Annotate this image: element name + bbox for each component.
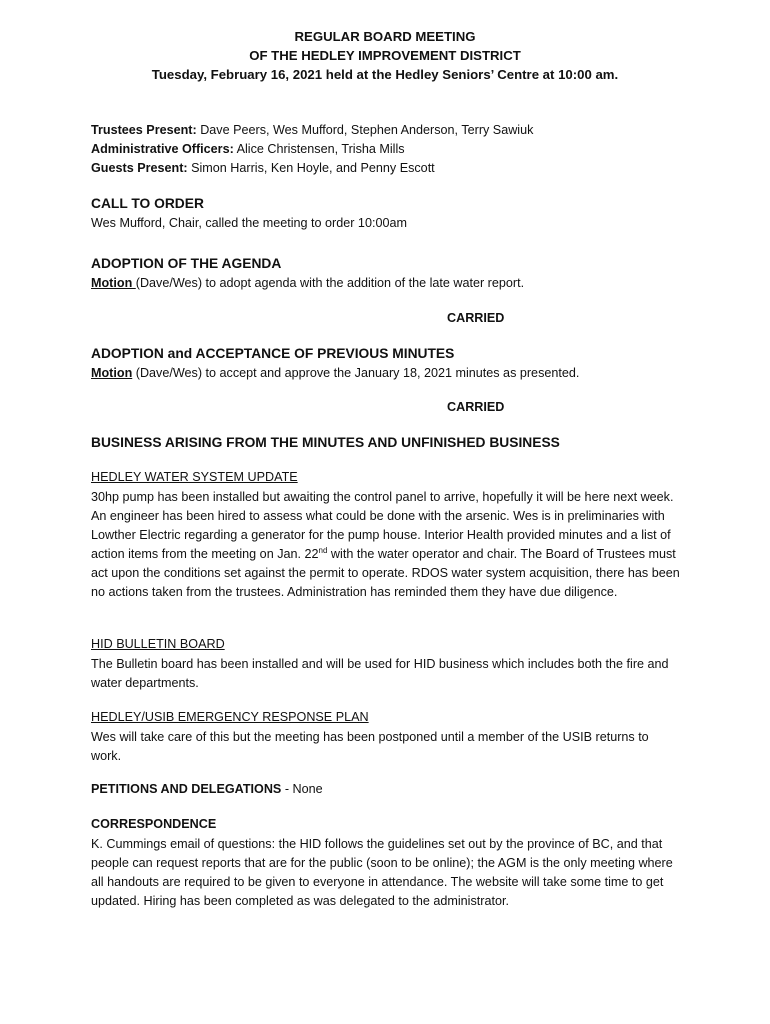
minutes-heading: ADOPTION and ACCEPTANCE OF PREVIOUS MINUTES (91, 346, 455, 361)
trustees-present (91, 123, 533, 137)
petitions-label: PETITIONS AND DELEGATIONS (91, 782, 282, 796)
water-text-part-2: with the water operator and chair. The Board of Trustees must act upon the conditions set against the permit to operate. RDOS water system acquisition, there has been no actions taken from the trustees. Administration has reminded them they have due diligence. (91, 547, 680, 599)
officers-label: Administrative Officers: (91, 142, 234, 156)
water-update-title: HEDLEY WATER SYSTEM UPDATE (91, 470, 298, 484)
officers-names: Alice Christensen, Trisha Mills (236, 142, 405, 156)
title-line-1: REGULAR BOARD MEETING (294, 29, 476, 44)
water-update-text (91, 488, 681, 602)
bulletin-board-title: HID BULLETIN BOARD (91, 637, 225, 651)
guests-label: Guests Present: (91, 161, 188, 175)
minutes-motion-label: Motion (91, 366, 133, 380)
petitions-line (91, 782, 323, 796)
administrative-officers (91, 142, 405, 156)
correspondence-text: K. Cummings email of questions: the HID follows the guidelines set out by the province of BC, and that people can request reports that are for the public (soon to be online); the AGM is the only meeting where all handouts are required to be given to everyone in attendance. The website will take some time to get updated. Hiring has been completed as was delegated to the administrator. (91, 837, 673, 908)
correspondence-heading: CORRESPONDENCE (91, 817, 217, 831)
title-line-3: Tuesday, February 16, 2021 held at the Hedley Seniors’ Centre at 10:00 am. (151, 67, 619, 82)
trustees-names: Dave Peers, Wes Mufford, Stephen Anderson, Terry Sawiuk (200, 123, 534, 137)
agenda-heading: ADOPTION OF THE AGENDA (91, 256, 282, 271)
minutes-carried: CARRIED (447, 400, 505, 414)
minutes-motion-text: (Dave/Wes) to accept and approve the January 18, 2021 minutes as presented. (132, 366, 580, 380)
petitions-text: - None (281, 782, 323, 796)
water-text-superscript: nd (318, 545, 328, 555)
minutes-motion (91, 366, 579, 380)
bulletin-board-text: The Bulletin board has been installed and will be used for HID business which includes both the fire and water departments. (91, 657, 669, 690)
call-to-order-heading: CALL TO ORDER (91, 196, 204, 211)
title-line-2: OF THE HEDLEY IMPROVEMENT DISTRICT (249, 48, 521, 63)
agenda-motion-text: (Dave/Wes) to adopt agenda with the addition of the late water report. (135, 276, 525, 290)
guests-present (91, 161, 435, 175)
emergency-plan-title: HEDLEY/USIB EMERGENCY RESPONSE PLAN (91, 710, 369, 724)
agenda-motion-label: Motion (91, 276, 136, 290)
agenda-motion (91, 276, 524, 290)
business-heading: BUSINESS ARISING FROM THE MINUTES AND UNFINISHED BUSINESS (91, 435, 560, 450)
agenda-carried: CARRIED (447, 311, 505, 325)
emergency-plan-text: Wes will take care of this but the meeting has been postponed until a member of the USIB returns to work. (91, 730, 649, 763)
guests-names: Simon Harris, Ken Hoyle, and Penny Escott (191, 161, 435, 175)
trustees-label: Trustees Present: (91, 123, 197, 137)
call-to-order-text: Wes Mufford, Chair, called the meeting to order 10:00am (91, 216, 407, 230)
water-text-part-1: 30hp pump has been installed but awaiting the control panel to arrive, hopefully it will be here next week. An engineer has been hired to assess what could be done with the arsenic. Wes is in preliminaries with Lowther Electric regarding a generator for the pump house. Interior Health provided minutes and a list of action items from the meeting on Jan. 22 (91, 490, 674, 561)
